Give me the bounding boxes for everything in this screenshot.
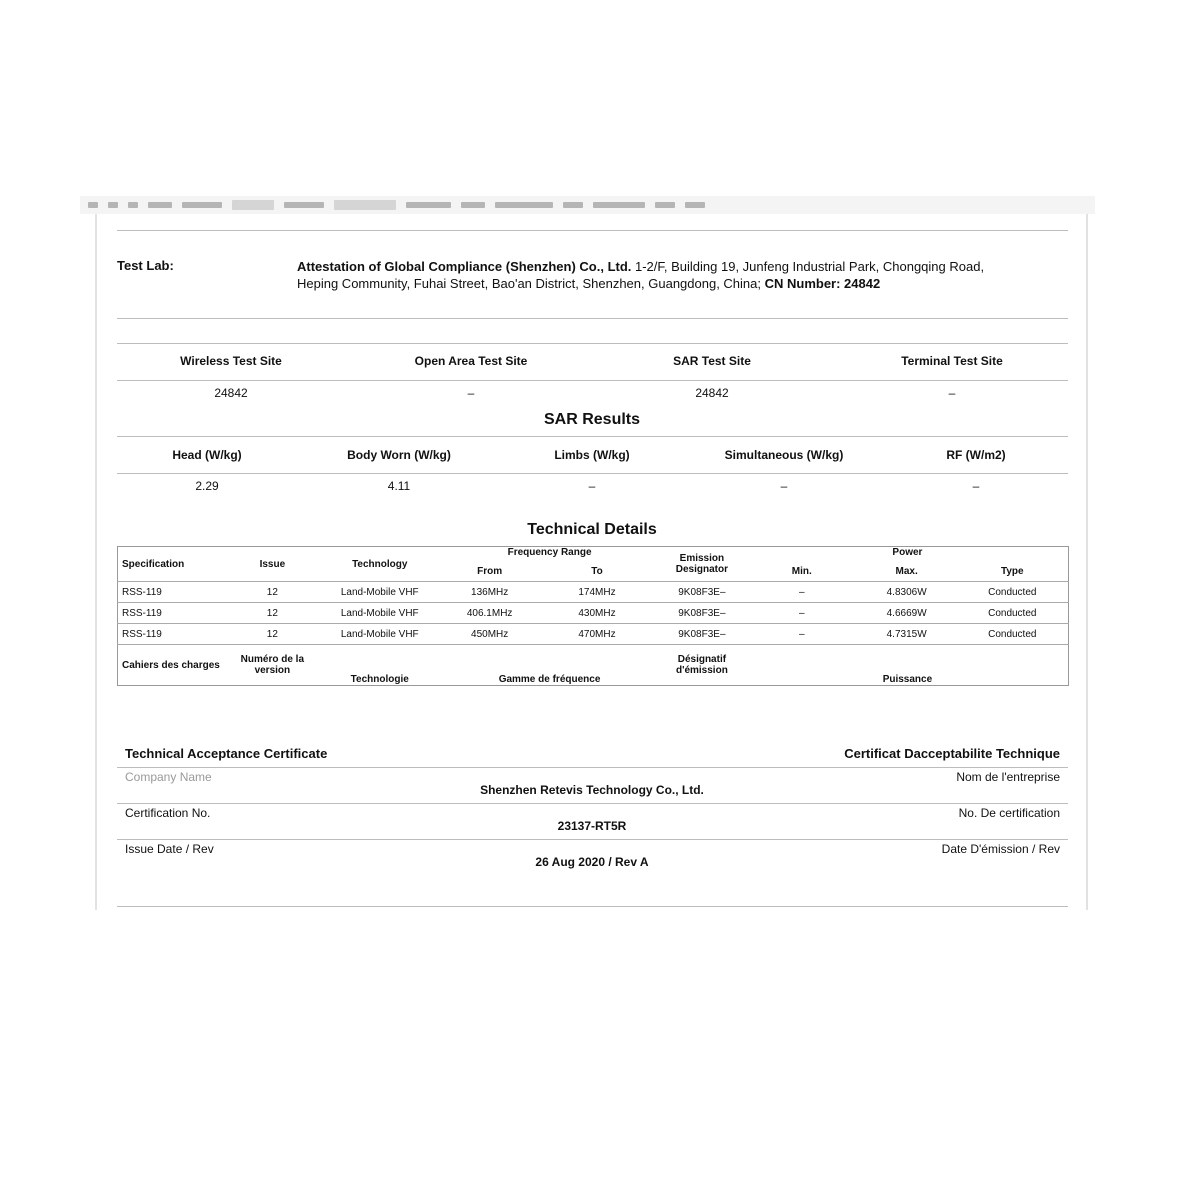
cell-max: 4.8306W — [857, 582, 957, 603]
toolbar-item[interactable] — [563, 202, 583, 208]
toolbar-item[interactable] — [685, 202, 705, 208]
viewer-toolbar — [80, 196, 1095, 214]
col-technology: Technology — [352, 558, 408, 570]
divider — [117, 436, 1068, 437]
company-name: Shenzhen Retevis Technology Co., Ltd. — [480, 783, 704, 797]
col-power: Power — [892, 547, 923, 558]
technical-details-table — [117, 546, 1069, 686]
sar-header: Limbs (W/kg) — [554, 448, 630, 462]
fr-power: Puissance — [747, 645, 1069, 686]
cell-from: 406.1MHz — [442, 603, 537, 624]
sar-results-title: SAR Results — [543, 411, 641, 428]
table-row — [118, 624, 1069, 645]
cell-type: Conducted — [957, 603, 1069, 624]
toolbar-item[interactable] — [655, 202, 675, 208]
cell-from: 136MHz — [442, 582, 537, 603]
sar-header: Head (W/kg) — [172, 448, 242, 462]
cell-issue: 12 — [227, 603, 317, 624]
technical-details-title: Technical Details — [527, 521, 657, 538]
sar-value: – — [780, 479, 788, 493]
divider — [117, 230, 1068, 231]
toolbar-item[interactable] — [284, 202, 324, 208]
col-to: To — [591, 565, 603, 577]
divider — [117, 767, 1068, 768]
sar-header: Body Worn (W/kg) — [347, 448, 451, 462]
col-frequency-range: Frequency Range — [507, 547, 592, 558]
sar-value: – — [588, 479, 596, 493]
cert-no-label-fr: No. De certification — [958, 806, 1060, 820]
cert-no-label: Certification No. — [125, 806, 211, 820]
toolbar-item[interactable] — [406, 202, 451, 208]
divider — [117, 380, 1068, 381]
company-label: Company Name — [125, 770, 212, 784]
cell-max: 4.7315W — [857, 624, 957, 645]
toolbar-item[interactable] — [128, 202, 138, 208]
cell-emission: 9K08F3E– — [657, 603, 747, 624]
site-value: – — [948, 386, 956, 400]
divider — [117, 839, 1068, 840]
toolbar-item[interactable] — [108, 202, 118, 208]
divider — [117, 803, 1068, 804]
cell-spec: RSS-119 — [118, 603, 228, 624]
fr-version: Numéro de la version — [227, 645, 317, 686]
cell-issue: 12 — [227, 624, 317, 645]
toolbar-item[interactable] — [148, 202, 172, 208]
toolbar-item[interactable] — [461, 202, 485, 208]
col-specification: Specification — [122, 558, 185, 570]
sar-value: 2.29 — [195, 479, 219, 493]
site-value: 24842 — [214, 386, 248, 400]
cell-technology: Land-Mobile VHF — [317, 582, 442, 603]
site-value: 24842 — [695, 386, 729, 400]
col-issue: Issue — [259, 558, 286, 570]
cert-no: 23137-RT5R — [557, 819, 627, 833]
certificate-title-fr: Certificat Dacceptabilite Technique — [844, 746, 1060, 761]
cell-spec: RSS-119 — [118, 582, 228, 603]
cell-min: – — [747, 603, 857, 624]
cell-technology: Land-Mobile VHF — [317, 603, 442, 624]
cell-from: 450MHz — [442, 624, 537, 645]
divider — [117, 473, 1068, 474]
site-header: Terminal Test Site — [901, 354, 1003, 368]
toolbar-item[interactable] — [593, 202, 645, 208]
cell-min: – — [747, 624, 857, 645]
test-lab-address: 1-2/F, Building 19, Junfeng Industrial Park, Chongqing Road, Heping Community, Fuhai Street, Bao'an District, Shenzhen, Guangdong, China; — [297, 259, 985, 291]
toolbar-item[interactable] — [182, 202, 222, 208]
toolbar-item[interactable] — [232, 200, 274, 210]
site-header: Open Area Test Site — [414, 354, 528, 368]
divider — [117, 906, 1068, 907]
sar-value: 4.11 — [387, 479, 411, 493]
fr-freq: Gamme de fréquence — [442, 645, 657, 686]
cell-max: 4.6669W — [857, 603, 957, 624]
fr-emission: Désignatif d'émission — [657, 645, 747, 686]
sar-value: – — [972, 479, 980, 493]
toolbar-item[interactable] — [334, 200, 396, 210]
cell-to: 470MHz — [537, 624, 657, 645]
cell-issue: 12 — [227, 582, 317, 603]
site-value: – — [467, 386, 475, 400]
site-header: Wireless Test Site — [180, 354, 282, 368]
cell-emission: 9K08F3E– — [657, 624, 747, 645]
cell-to: 174MHz — [537, 582, 657, 603]
col-max: Max. — [895, 565, 918, 577]
col-min: Min. — [791, 565, 812, 577]
cell-to: 430MHz — [537, 603, 657, 624]
sar-header: RF (W/m2) — [946, 448, 1006, 462]
certificate-title-en: Technical Acceptance Certificate — [125, 746, 328, 761]
table-row — [118, 603, 1069, 624]
toolbar-item[interactable] — [88, 202, 98, 208]
divider — [117, 318, 1068, 319]
issue-date-label-fr: Date D'émission / Rev — [941, 842, 1060, 856]
site-header: SAR Test Site — [673, 354, 751, 368]
company-label-fr: Nom de l'entreprise — [956, 770, 1060, 784]
test-lab-label: Test Lab: — [117, 258, 174, 273]
cell-type: Conducted — [957, 624, 1069, 645]
test-lab-cn: CN Number: 24842 — [761, 276, 881, 291]
cell-technology: Land-Mobile VHF — [317, 624, 442, 645]
col-from: From — [477, 565, 503, 577]
test-lab-name: Attestation of Global Compliance (Shenzhen) Co., Ltd. — [297, 259, 632, 274]
cell-emission: 9K08F3E– — [657, 582, 747, 603]
fr-spec: Cahiers des charges — [118, 645, 228, 686]
col-type: Type — [1000, 565, 1024, 577]
cell-min: – — [747, 582, 857, 603]
col-emission-designator: Emission Designator — [675, 553, 728, 575]
sar-header: Simultaneous (W/kg) — [724, 448, 844, 462]
fr-tech: Technologie — [317, 645, 442, 686]
issue-date-label: Issue Date / Rev — [125, 842, 214, 856]
toolbar-item[interactable] — [495, 202, 553, 208]
cell-spec: RSS-119 — [118, 624, 228, 645]
test-lab-details — [297, 258, 1017, 292]
table-row — [118, 582, 1069, 603]
divider — [117, 343, 1068, 344]
cell-type: Conducted — [957, 582, 1069, 603]
issue-date: 26 Aug 2020 / Rev A — [535, 855, 649, 869]
